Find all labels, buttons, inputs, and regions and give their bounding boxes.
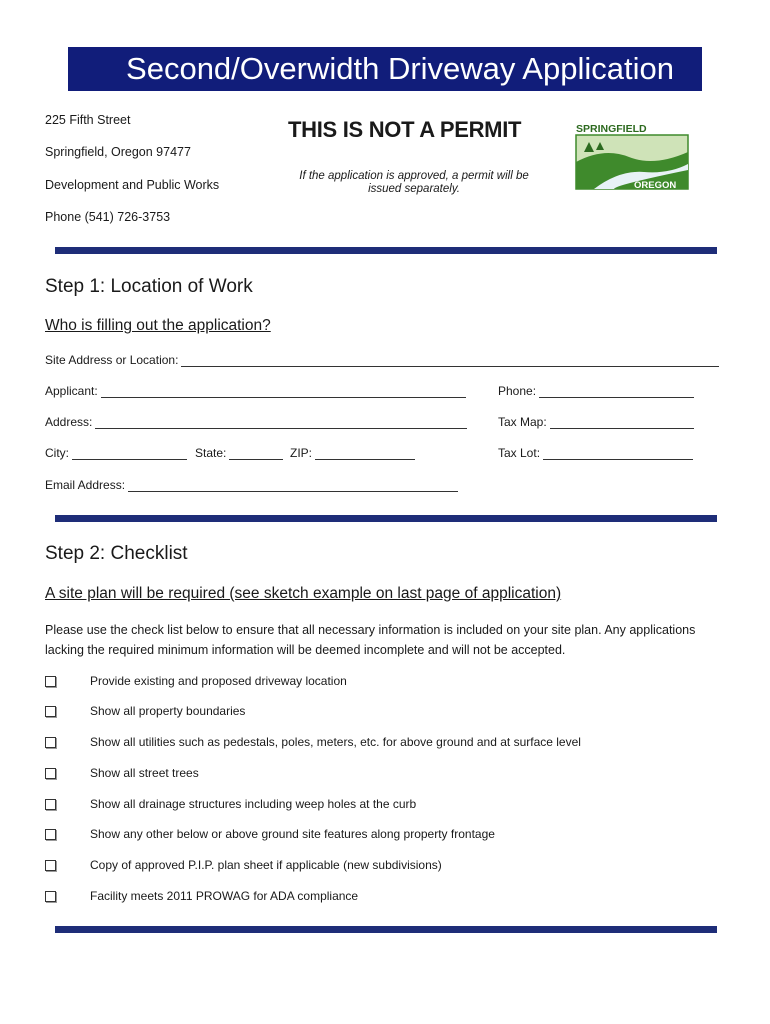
notice-subtitle: If the application is approved, a permit will be issued separately. bbox=[299, 170, 529, 195]
email-label: Email Address: bbox=[45, 478, 126, 492]
email-field[interactable] bbox=[45, 478, 458, 492]
zip-label: ZIP: bbox=[290, 446, 313, 460]
tax-lot-label: Tax Lot: bbox=[498, 446, 541, 460]
step2-heading: Step 2: Checklist bbox=[45, 543, 188, 564]
checkbox[interactable] bbox=[45, 829, 56, 840]
checklist-item[interactable] bbox=[45, 857, 442, 873]
phone-input[interactable] bbox=[539, 387, 694, 398]
checklist-item-label: Show all property boundaries bbox=[90, 704, 246, 718]
svg-text:OREGON: OREGON bbox=[634, 180, 677, 191]
tax-map-field[interactable] bbox=[498, 415, 694, 429]
state-field[interactable] bbox=[195, 446, 283, 460]
tax-lot-input[interactable] bbox=[543, 449, 693, 460]
checklist-item-label: Show all utilities such as pedestals, poles, meters, etc. for above ground and at surface level bbox=[90, 735, 581, 749]
checklist-item[interactable] bbox=[45, 703, 245, 719]
city-input[interactable] bbox=[72, 449, 187, 460]
address-street: 225 Fifth Street bbox=[45, 113, 131, 127]
zip-input[interactable] bbox=[315, 449, 415, 460]
step1-heading: Step 1: Location of Work bbox=[45, 276, 253, 297]
phone-field[interactable] bbox=[498, 384, 694, 398]
step2-subheading: A site plan will be required (see sketch example on last page of application) bbox=[45, 585, 562, 602]
applicant-field[interactable] bbox=[45, 384, 466, 398]
section-divider bbox=[55, 247, 717, 254]
checklist-item[interactable] bbox=[45, 765, 199, 781]
applicant-label: Applicant: bbox=[45, 384, 98, 398]
checklist-item-label: Show all street trees bbox=[90, 766, 199, 780]
notice-title: THIS IS NOT A PERMIT bbox=[288, 117, 522, 142]
address-input[interactable] bbox=[95, 418, 467, 429]
city-label: City: bbox=[45, 446, 69, 460]
address-label: Address: bbox=[45, 415, 93, 429]
zip-field[interactable] bbox=[290, 446, 415, 460]
address-city: Springfield, Oregon 97477 bbox=[45, 145, 191, 159]
checkbox[interactable] bbox=[45, 799, 56, 810]
springfield-oregon-logo bbox=[574, 122, 690, 191]
state-input[interactable] bbox=[229, 449, 283, 460]
step1-subheading: Who is filling out the application? bbox=[45, 317, 271, 334]
site-address-input[interactable] bbox=[181, 356, 719, 367]
checklist-item-label: Show any other below or above ground site features along property frontage bbox=[90, 827, 495, 841]
checklist-item-label: Facility meets 2011 PROWAG for ADA compliance bbox=[90, 889, 359, 903]
state-label: State: bbox=[195, 446, 227, 460]
checklist-item[interactable] bbox=[45, 826, 495, 842]
checkbox[interactable] bbox=[45, 891, 56, 902]
checklist-item[interactable] bbox=[45, 888, 358, 904]
checkbox[interactable] bbox=[45, 706, 56, 717]
checkbox[interactable] bbox=[45, 768, 56, 779]
checklist-item-label: Copy of approved P.I.P. plan sheet if applicable (new subdivisions) bbox=[90, 858, 442, 872]
checklist-item[interactable] bbox=[45, 734, 581, 750]
address-phone: Phone (541) 726-3753 bbox=[45, 210, 171, 224]
checkbox[interactable] bbox=[45, 676, 56, 687]
step2-instructions: Please use the check list below to ensure that all necessary information is included on your site plan. Any applications lacking the required minimum information will be deemed incomplete and will not be accepted. bbox=[45, 623, 696, 657]
site-address-label: Site Address or Location: bbox=[45, 353, 179, 367]
checkbox[interactable] bbox=[45, 737, 56, 748]
city-field[interactable] bbox=[45, 446, 187, 460]
page-title: Second/Overwidth Driveway Application bbox=[68, 47, 702, 91]
checklist-item[interactable] bbox=[45, 796, 416, 812]
checklist-item-label: Show all drainage structures including weep holes at the curb bbox=[90, 797, 417, 811]
section-divider bbox=[55, 926, 717, 933]
checkbox[interactable] bbox=[45, 860, 56, 871]
address-field[interactable] bbox=[45, 415, 467, 429]
section-divider bbox=[55, 515, 717, 522]
phone-label: Phone: bbox=[498, 384, 537, 398]
applicant-input[interactable] bbox=[101, 387, 466, 398]
tax-map-input[interactable] bbox=[550, 418, 694, 429]
address-department: Development and Public Works bbox=[45, 178, 220, 192]
email-input[interactable] bbox=[128, 481, 458, 492]
tax-map-label: Tax Map: bbox=[498, 415, 547, 429]
checklist-item-label: Provide existing and proposed driveway location bbox=[90, 674, 347, 688]
tax-lot-field[interactable] bbox=[498, 446, 693, 460]
svg-text:SPRINGFIELD: SPRINGFIELD bbox=[576, 123, 647, 135]
checklist-item[interactable] bbox=[45, 673, 347, 689]
site-address-field[interactable] bbox=[45, 353, 719, 367]
